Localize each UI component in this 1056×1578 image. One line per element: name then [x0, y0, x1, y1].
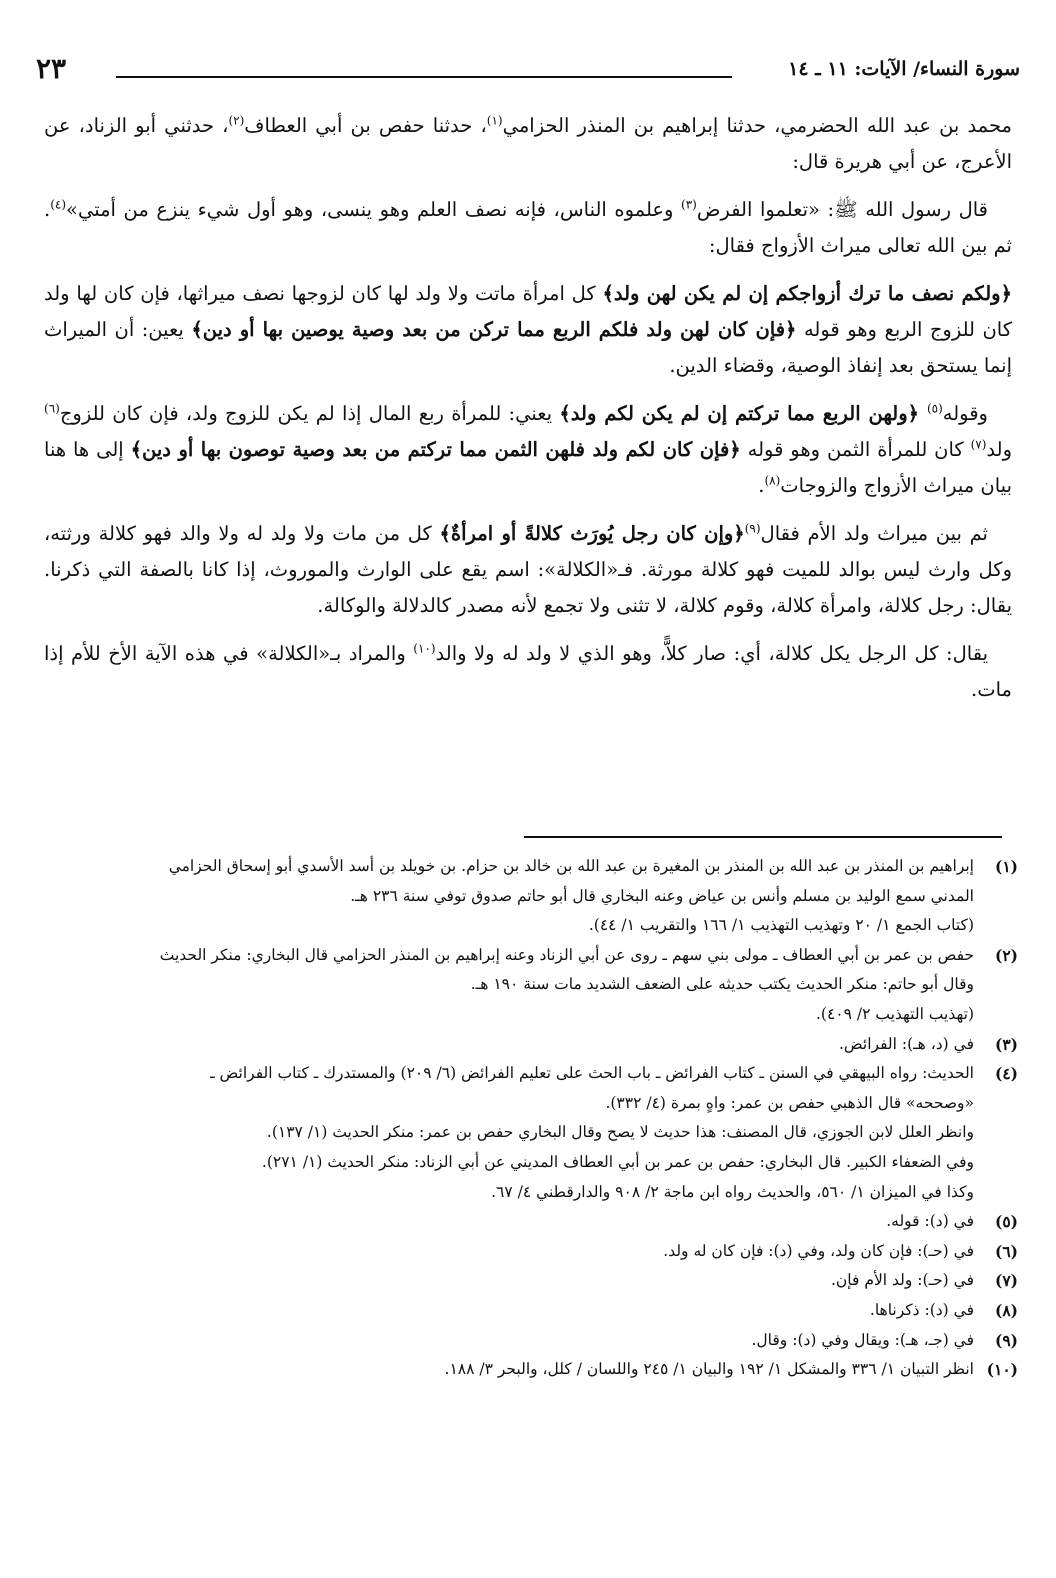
paragraph-4 — [44, 396, 1012, 504]
footnote-number: (٩) — [994, 1330, 1018, 1350]
footnote-line: انظر التبيان ١/ ٣٣٦ والمشكل ١/ ١٩٢ والبيان ١/ ٢٤٥ واللسان / كلل، والبحر ٣/ ١٨٨. — [444, 1360, 974, 1379]
footnote-reference[interactable]: (٦) — [44, 401, 60, 416]
footnote-line: المدني سمع الوليد بن مسلم وأنس بن عياض وعنه البخاري قال أبو حاتم صدوق توفي سنة ٢٣٦ هـ. — [350, 886, 974, 905]
footnote-line: في (د): قوله. — [886, 1212, 974, 1231]
footnote-reference[interactable]: (١٠) — [413, 641, 436, 656]
quran-verse: ﴿فإن كان لهن ولد فلكم الربع مما تركن من بعد وصية يوصين بها أو دين﴾ — [191, 318, 797, 341]
footnote-line: في (د): ذكرناها. — [869, 1300, 974, 1319]
quran-verse: ﴿ولكم نصف ما ترك أزواجكم إن لم يكن لهن ولد﴾ — [602, 282, 1012, 305]
footnote-number: (١) — [994, 857, 1018, 876]
footnote-item — [40, 1059, 1018, 1207]
text-run: كل امرأة ماتت ولا ولد لها كان لزوجها نصف ميراثها، فإن كان لها ولد كان للزوج الربع وهو قوله — [44, 282, 1013, 341]
footnote-line: الحديث: رواه البيهقي في السنن ـ كتاب الفرائض ـ باب الحث على تعليم الفرائض (٦/ ٢٠٩) والمستدرك ـ كتاب الفرائض ـ — [210, 1064, 974, 1083]
paragraph-3 — [44, 276, 1012, 384]
text-run: والمراد بـ«الكلالة» في هذه الآية الأخ للأم إذا مات. — [44, 642, 1012, 701]
text-run: إلى ها هنا بيان ميراث الأزواج والزوجات — [44, 438, 1012, 497]
footnote-number: (١٠) — [986, 1360, 1018, 1380]
page-number: ٢٣ — [36, 52, 67, 85]
text-run: كل من مات ولا ولد له ولا والد فهو كلالة ورثته، وكل وارث ليس بوالد للميت فهو كلالة مورثة. فـ«الكلالة»: اسم يقع على الوارث والموروث، إذا كانا بالصفة التي ذكرنا. يقال: رجل كلالة، وامرأة كلالة، وقوم كلالة، لا تثنى ولا تجمع لأنه مصدر كالدلالة والوكالة. — [44, 522, 1012, 617]
footnote-line: حفص بن عمر بن أبي العطاف ـ مولى بني سهم ـ روى عن أبي الزناد وعنه إبراهيم بن المنذر الحزامي قال البخاري: منكر الحديث — [159, 945, 974, 964]
footnote-item — [40, 1266, 1018, 1296]
hadith-text: وعلموه الناس، فإنه نصف العلم وهو ينسى، وهو أول شيء ينزع من أمتي» — [66, 198, 682, 221]
footnote-number: (٧) — [994, 1271, 1018, 1291]
footnote-line: وفي الضعفاء الكبير. قال البخاري: حفص بن عمر بن أبي العطاف المديني عن أبي الزناد: منكر الحديث (١/ ٢٧١). — [261, 1152, 974, 1171]
quran-verse: ﴿وإن كان رجل يُورَث كلالةً أو امرأةٌ﴾ — [439, 522, 745, 545]
footnote-reference[interactable]: (٥) — [926, 401, 943, 416]
footnote-line: في (د، هـ): الفرائض. — [838, 1034, 974, 1053]
footnote-number: (٣) — [994, 1034, 1018, 1054]
footnote-reference[interactable]: (٢) — [228, 113, 245, 128]
paragraph-1 — [44, 108, 1012, 180]
footnote-item — [40, 1237, 1018, 1267]
footnote-line: «وصححه» قال الذهبي حفص بن عمر: واهٍ بمرة (٤/ ٣٣٢). — [605, 1093, 974, 1112]
footnote-item — [40, 1207, 1018, 1237]
footnote-line: وانظر العلل لابن الجوزي، قال المصنف: هذا حديث لا يصح وقال البخاري حفص بن عمر: منكر الحديث (١/ ١٣٧). — [266, 1123, 974, 1142]
footnote-number: (٦) — [994, 1241, 1018, 1261]
text-run: . — [758, 474, 765, 497]
text-run: يقال: كل الرجل يكل كلالة، أي: صار كلاًّ، وهو الذي لا ولد له ولا والد — [435, 642, 989, 665]
footnote-line: إبراهيم بن المنذر بن عبد الله بن المنذر بن المغيرة بن عبد الله بن خالد بن حزام. بن خويلد بن أسد الأسدي أبو إسحاق الحزامي — [168, 857, 974, 875]
main-text — [44, 108, 1012, 720]
footnote-line: وقال أبو حاتم: منكر الحديث يكتب حديثه على الضعف الشديد مات سنة ١٩٠ هـ. — [470, 975, 974, 994]
running-title: سورة النساء/ الآيات: ١١ ـ ١٤ — [788, 58, 1020, 80]
running-header — [36, 52, 1020, 88]
footnote-item — [40, 1030, 1018, 1060]
footnote-number: (٢) — [994, 945, 1018, 965]
footnote-item — [40, 941, 1018, 1030]
footnote-line: في (حـ): ولد الأم فإن. — [830, 1271, 974, 1290]
text-run: ، حدثني أبو الزناد، عن الأعرج، عن أبي هريرة قال: — [44, 114, 1012, 173]
text-run: محمد بن عبد الله الحضرمي، حدثنا إبراهيم بن المنذر الحزامي — [502, 114, 1012, 137]
footnote-line: (كتاب الجمع ١/ ٢٠ وتهذيب التهذيب ١/ ١٦٦ والتقريب ١/ ٤٤). — [588, 916, 974, 935]
text-run: وقوله — [942, 402, 988, 425]
footnote-reference[interactable]: (٤) — [50, 197, 67, 212]
hadith-text: قال رسول الله ﷺ: «تعلموا الفرض — [696, 198, 989, 221]
text-run: يعين: أن الميراث إنما يستحق بعد إنفاذ الوصية، وقضاء الدين. — [44, 318, 1012, 377]
text-run: ولد — [986, 438, 1013, 461]
footnotes-section — [40, 852, 1018, 1385]
footnote-line: في (جـ، هـ): ويقال وفي (د): وقال. — [751, 1330, 974, 1349]
footnote-line: (تهذيب التهذيب ٢/ ٤٠٩). — [815, 1004, 974, 1023]
text-run: . ثم بين الله تعالى ميراث الأزواج فقال: — [44, 198, 1012, 257]
footnote-reference[interactable]: (٩) — [744, 521, 761, 536]
footnote-item — [40, 1326, 1018, 1356]
footnote-reference[interactable]: (٣) — [681, 197, 697, 212]
text-run: ، حدثنا حفص بن أبي العطاف — [244, 114, 487, 137]
text-run: كان للمرأة الثمن وهو قوله — [740, 438, 971, 461]
footnote-number: (٥) — [994, 1212, 1018, 1232]
text-run: يعني: للمرأة ربع المال إذا لم يكن للزوج ولد، فإن كان للزوج — [59, 402, 560, 425]
footnote-item — [40, 1296, 1018, 1326]
footnote-item — [40, 852, 1018, 941]
paragraph-5 — [44, 516, 1012, 624]
footnote-line: وكذا في الميزان ١/ ٥٦٠، والحديث رواه ابن ماجة ٢/ ٩٠٨ والدارقطني ٤/ ٦٧. — [491, 1182, 974, 1201]
footnote-number: (٤) — [994, 1064, 1018, 1084]
footnote-separator — [524, 836, 1002, 838]
quran-verse: ﴿فإن كان لكم ولد فلهن الثمن مما تركتم من بعد وصية توصون بها أو دين﴾ — [130, 438, 741, 461]
footnote-reference[interactable]: (١) — [486, 113, 503, 128]
quran-verse: ﴿ولهن الربع مما تركتم إن لم يكن لكم ولد﴾ — [559, 402, 927, 425]
footnote-line: في (حـ): فإن كان ولد، وفي (د): فإن كان له ولد. — [663, 1241, 974, 1260]
header-rule — [116, 76, 732, 78]
footnote-item — [40, 1355, 1018, 1385]
text-run: ثم بين ميراث ولد الأم فقال — [760, 522, 988, 545]
paragraph-2 — [44, 192, 1012, 264]
footnote-number: (٨) — [994, 1300, 1018, 1320]
footnote-reference[interactable]: (٨) — [764, 473, 781, 488]
paragraph-6 — [44, 636, 1012, 708]
footnote-reference[interactable]: (٧) — [970, 437, 987, 452]
